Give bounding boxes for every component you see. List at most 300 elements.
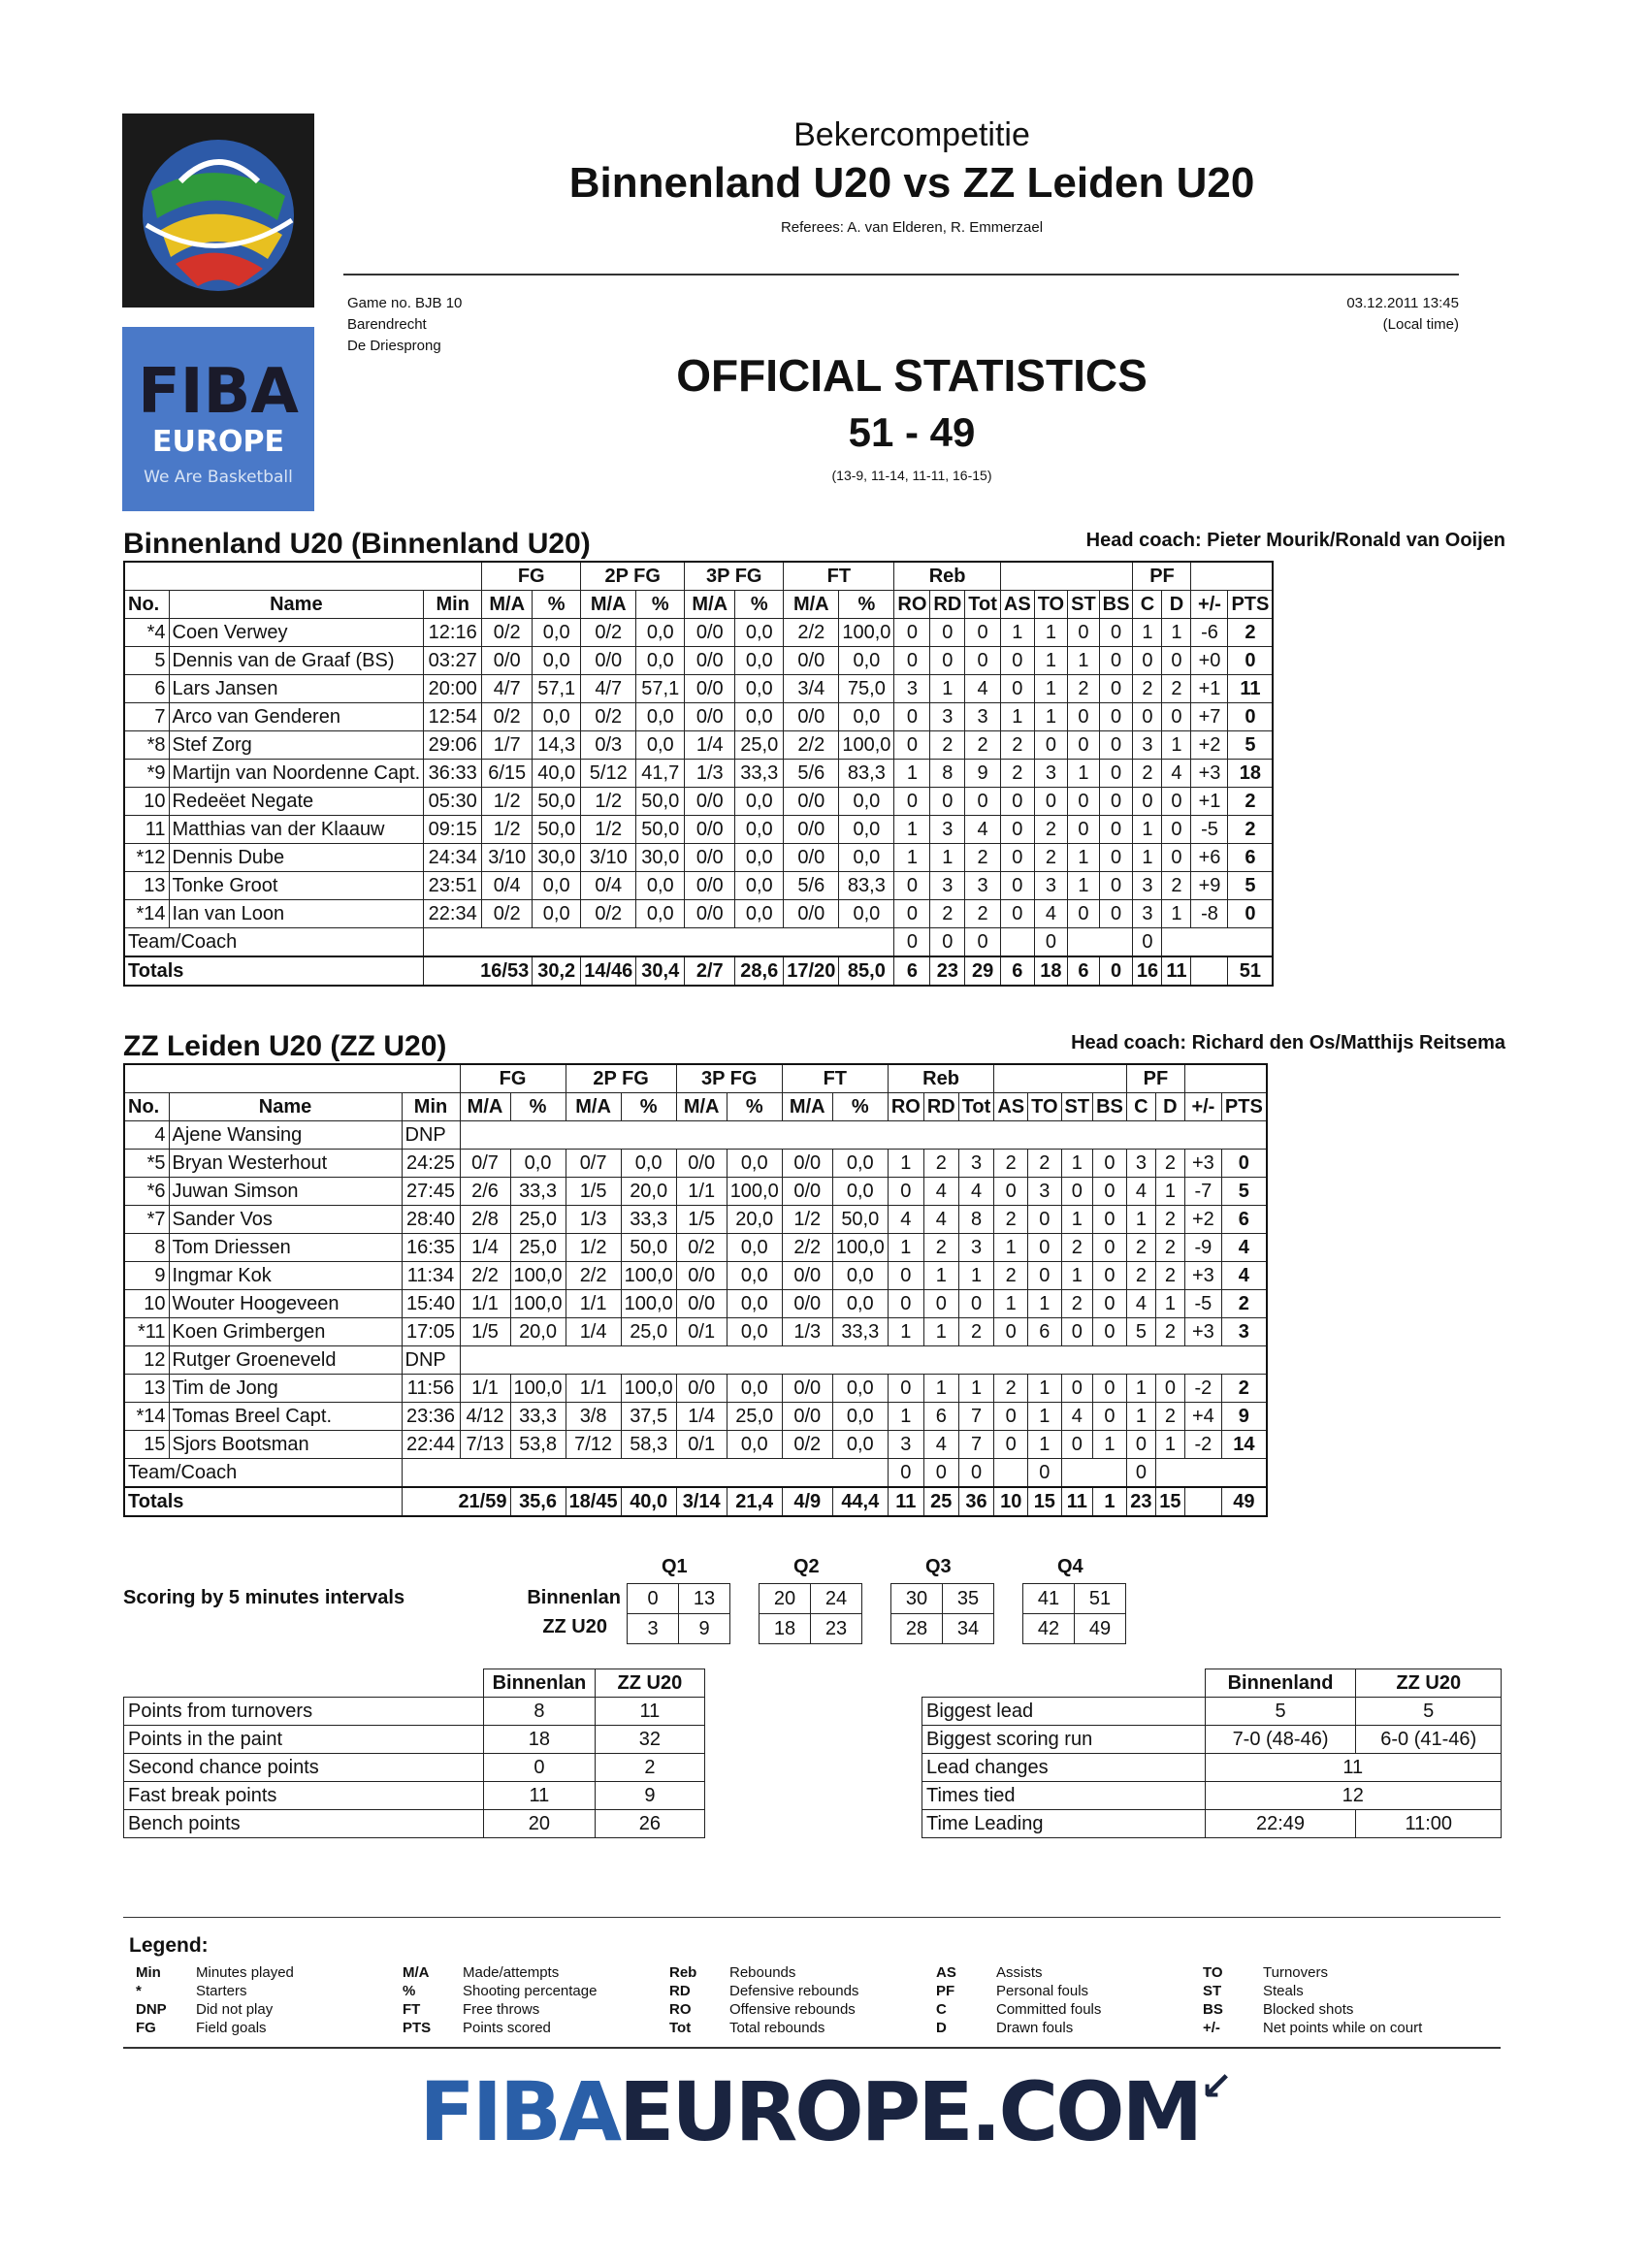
lead-label: Biggest lead — [922, 1698, 1206, 1726]
legend-key: D — [936, 2020, 947, 2036]
stat-cell: 1/7 — [482, 731, 533, 760]
lead-value: 12 — [1205, 1782, 1501, 1810]
stat-cell: 0 — [1099, 844, 1133, 872]
stat-cell: 0/0 — [685, 900, 735, 928]
stat-cell: 0/0 — [784, 844, 839, 872]
stat-cell: 0,0 — [727, 1375, 782, 1403]
stat-cell: 0 — [1093, 1150, 1127, 1178]
stat-cell: 0 — [894, 731, 930, 760]
player-row — [124, 1150, 1267, 1178]
logo-region: EUROPE — [152, 425, 284, 459]
stat-cell: +6 — [1191, 844, 1228, 872]
player-name: Wouter Hoogeveen — [169, 1290, 402, 1318]
stat-cell: 3 — [1133, 900, 1162, 928]
stat-cell: 0,0 — [727, 1290, 782, 1318]
stat-cell: 0 — [1093, 1262, 1127, 1290]
stat-cell: 1/1 — [460, 1375, 510, 1403]
stat-cell: +7 — [1191, 703, 1228, 731]
lead-table-corner — [922, 1669, 1206, 1698]
column-header-row — [124, 591, 1273, 619]
stat-cell: 5/12 — [581, 760, 636, 788]
legend-item — [936, 1963, 1101, 1982]
stat-cell: 0,0 — [839, 647, 894, 675]
legend-desc: Personal fouls — [996, 1983, 1089, 1999]
stat-cell: 1 — [1162, 900, 1191, 928]
stat-cell: 6/15 — [482, 760, 533, 788]
stat-cell: -9 — [1184, 1234, 1221, 1262]
dnp-blank — [460, 1346, 1267, 1375]
stat-cell: 0,0 — [727, 1234, 782, 1262]
stat-cell: 0 — [1162, 788, 1191, 816]
legend-desc: Committed fouls — [996, 2001, 1102, 2018]
stat-cell: 2 — [1133, 760, 1162, 788]
stat-cell: 0,0 — [621, 1150, 676, 1178]
legend-item — [1203, 2019, 1422, 2037]
quarter-table — [759, 1583, 862, 1644]
quarter-row — [628, 1584, 730, 1614]
stat-cell: 2 — [1034, 844, 1067, 872]
stat-cell: 1 — [1162, 731, 1191, 760]
player-points: 18 — [1228, 760, 1273, 788]
legend-key: Tot — [669, 2020, 692, 2036]
column-header: % — [533, 591, 581, 619]
stat-cell: 1/2 — [581, 788, 636, 816]
stat-cell: 0 — [1000, 647, 1034, 675]
stat-cell: 3 — [930, 703, 965, 731]
player-row — [124, 1234, 1267, 1262]
totals-cell: 6 — [1000, 956, 1034, 986]
column-header: ST — [1068, 591, 1100, 619]
stat-cell: 0 — [930, 647, 965, 675]
stat-cell: 37,5 — [621, 1403, 676, 1431]
stat-cell: 1 — [994, 1234, 1028, 1262]
totals-label: Totals — [124, 1487, 402, 1516]
stat-cell: 1 — [923, 1318, 958, 1346]
points-header-team-2: ZZ U20 — [595, 1669, 704, 1698]
column-header: BS — [1093, 1093, 1127, 1121]
interval-score: 41 — [1023, 1584, 1075, 1614]
stat-cell: 2/8 — [460, 1206, 510, 1234]
stat-cell: 0 — [1000, 816, 1034, 844]
points-value: 20 — [484, 1810, 596, 1838]
q1-label: Q1 — [662, 1556, 688, 1577]
team-coach-label: Team/Coach — [124, 928, 424, 957]
stat-cell: 3 — [958, 1150, 994, 1178]
player-points: 2 — [1228, 788, 1273, 816]
header-divider — [343, 274, 1459, 275]
stat-cell: 1/1 — [460, 1290, 510, 1318]
team-coach-tot: 0 — [958, 1459, 994, 1488]
stat-cell: 33,3 — [832, 1318, 888, 1346]
player-points: 2 — [1228, 619, 1273, 647]
totals-cell: 21/59 — [402, 1487, 510, 1516]
stat-cell: 0,0 — [636, 731, 685, 760]
stat-cell: 1/5 — [566, 1178, 621, 1206]
legend-key: PTS — [403, 2020, 432, 2036]
player-minutes: 24:25 — [402, 1150, 460, 1178]
player-minutes: 20:00 — [424, 675, 482, 703]
stat-cell: 1 — [1133, 619, 1162, 647]
stat-cell: 100,0 — [839, 731, 894, 760]
player-name: Tomas Breel Capt. — [169, 1403, 402, 1431]
stat-cell: +2 — [1191, 731, 1228, 760]
player-name: Martijn van Noordenne Capt. — [169, 760, 424, 788]
fibaeurope-footer-logo — [0, 2064, 1649, 2159]
stat-cell: 2 — [923, 1234, 958, 1262]
interval-score: 34 — [943, 1614, 994, 1644]
player-name: Lars Jansen — [169, 675, 424, 703]
stat-cell: 0 — [1133, 703, 1162, 731]
stat-cell: 4 — [923, 1206, 958, 1234]
points-breakdown-table — [123, 1669, 705, 1838]
legend-key: +/- — [1203, 2020, 1220, 2036]
stat-cell: 1 — [1000, 703, 1034, 731]
stat-cell: 2 — [1126, 1234, 1155, 1262]
stat-cell: 4 — [923, 1431, 958, 1459]
stat-cell: 4 — [1162, 760, 1191, 788]
stat-cell: 0,0 — [735, 647, 784, 675]
stat-cell: 1 — [994, 1290, 1028, 1318]
stat-cell: 14,3 — [533, 731, 581, 760]
stat-cell: 2 — [965, 731, 1001, 760]
player-minutes: 05:30 — [424, 788, 482, 816]
stat-cell: 0,0 — [727, 1262, 782, 1290]
stat-cell: 25,0 — [727, 1403, 782, 1431]
legend-key: FT — [403, 2001, 421, 2018]
stat-cell: 7/12 — [566, 1431, 621, 1459]
stat-cell: 1 — [1126, 1206, 1155, 1234]
team-coach-blank — [994, 1459, 1028, 1488]
column-group-row — [124, 562, 1273, 591]
stat-cell: 0,0 — [839, 816, 894, 844]
player-number: 12 — [124, 1346, 169, 1375]
stat-cell: 1/2 — [482, 816, 533, 844]
player-name: Tonke Groot — [169, 872, 424, 900]
stat-cell: 0 — [888, 1262, 923, 1290]
stat-cell: 0/0 — [782, 1290, 832, 1318]
stat-cell: 0 — [1000, 675, 1034, 703]
quarter-table — [1022, 1583, 1126, 1644]
stat-cell: 0,0 — [735, 619, 784, 647]
column-header: M/A — [685, 591, 735, 619]
totals-cell: 11 — [1061, 1487, 1093, 1516]
stat-cell: 2 — [1126, 1262, 1155, 1290]
interval-score: 42 — [1023, 1614, 1075, 1644]
stat-cell: 3 — [1034, 872, 1067, 900]
team-2-title: ZZ Leiden U20 (ZZ U20) — [123, 1030, 447, 1062]
stat-cell: 25,0 — [735, 731, 784, 760]
stat-cell: 1 — [1034, 619, 1067, 647]
stat-cell: 0/2 — [782, 1431, 832, 1459]
stat-cell: 2 — [1061, 1234, 1093, 1262]
quarter-row — [891, 1584, 994, 1614]
stat-cell: 0/2 — [482, 703, 533, 731]
stat-cell: 1 — [1061, 1262, 1093, 1290]
stat-cell: 1 — [958, 1262, 994, 1290]
player-name: Bryan Westerhout — [169, 1150, 402, 1178]
totals-cell: 17/20 — [784, 956, 839, 986]
stat-cell: 0/0 — [676, 1262, 727, 1290]
team-coach-ro: 0 — [888, 1459, 923, 1488]
group-blank — [1191, 562, 1273, 591]
stat-cell: -5 — [1184, 1290, 1221, 1318]
points-table-corner — [124, 1669, 484, 1698]
team-coach-c: 0 — [1126, 1459, 1155, 1488]
stat-cell: 0/2 — [482, 619, 533, 647]
stat-cell: 3 — [930, 872, 965, 900]
stat-cell: 3 — [888, 1431, 923, 1459]
footer-logo-europe: EUROPE.COM — [618, 2064, 1201, 2159]
lead-value: 7-0 (48-46) — [1205, 1726, 1356, 1754]
stat-cell: 25,0 — [510, 1234, 566, 1262]
points-value: 26 — [595, 1810, 704, 1838]
stat-cell: 1 — [888, 1234, 923, 1262]
player-points: 14 — [1221, 1431, 1266, 1459]
stat-cell: 30,0 — [636, 844, 685, 872]
stat-cell: 50,0 — [636, 816, 685, 844]
legend-item — [1203, 2000, 1422, 2019]
column-header: TO — [1028, 1093, 1061, 1121]
stat-cell: 0 — [1068, 900, 1100, 928]
stat-cell: 0,0 — [832, 1403, 888, 1431]
stat-cell: 2 — [994, 1206, 1028, 1234]
stat-cell: 83,3 — [839, 872, 894, 900]
stat-cell: 0,0 — [832, 1431, 888, 1459]
stat-cell: 83,3 — [839, 760, 894, 788]
player-points: 6 — [1228, 844, 1273, 872]
stat-cell: 0 — [1000, 900, 1034, 928]
player-number: *14 — [124, 1403, 169, 1431]
totals-cell: 18 — [1034, 956, 1067, 986]
column-header: % — [621, 1093, 676, 1121]
column-header: % — [735, 591, 784, 619]
stat-cell: 3/10 — [482, 844, 533, 872]
column-header: Tot — [965, 591, 1001, 619]
stat-cell: 0/3 — [581, 731, 636, 760]
interval-score: 18 — [760, 1614, 811, 1644]
stat-cell: 2/6 — [460, 1178, 510, 1206]
stat-cell: 0/2 — [482, 900, 533, 928]
totals-cell: 11 — [888, 1487, 923, 1516]
interval-score: 30 — [891, 1584, 943, 1614]
column-header: M/A — [460, 1093, 510, 1121]
column-header: % — [727, 1093, 782, 1121]
stat-cell: 100,0 — [510, 1375, 566, 1403]
stat-cell: 50,0 — [621, 1234, 676, 1262]
totals-cell: 44,4 — [832, 1487, 888, 1516]
stat-cell: 0/0 — [581, 647, 636, 675]
totals-cell — [1191, 956, 1228, 986]
player-number: 15 — [124, 1431, 169, 1459]
player-row — [124, 872, 1273, 900]
stat-cell: 2 — [1162, 872, 1191, 900]
legend-item — [669, 1963, 858, 1982]
stat-cell: 0/0 — [784, 816, 839, 844]
stat-cell: 0/7 — [460, 1150, 510, 1178]
stat-cell: 0/2 — [581, 900, 636, 928]
stat-cell: 0 — [1099, 900, 1133, 928]
team-coach-rd: 0 — [930, 928, 965, 957]
legend-desc: Minutes played — [196, 1964, 294, 1981]
stat-cell: 2 — [1155, 1150, 1184, 1178]
stat-cell: 0/0 — [784, 647, 839, 675]
stat-cell: 0,0 — [832, 1262, 888, 1290]
stat-cell: 2 — [1028, 1150, 1061, 1178]
stat-cell: 0,0 — [832, 1375, 888, 1403]
player-minutes: 23:51 — [424, 872, 482, 900]
stat-cell: 1/5 — [460, 1318, 510, 1346]
legend-item — [1203, 1963, 1422, 1982]
stat-cell: 0 — [1093, 1234, 1127, 1262]
stat-cell: +3 — [1184, 1150, 1221, 1178]
stat-cell: 75,0 — [839, 675, 894, 703]
stat-cell: 1 — [930, 675, 965, 703]
column-header: Name — [169, 591, 424, 619]
stat-cell: 0/4 — [482, 872, 533, 900]
totals-cell: 29 — [965, 956, 1001, 986]
stat-cell: 7 — [958, 1403, 994, 1431]
totals-cell: 2/7 — [685, 956, 735, 986]
legend-desc: Blocked shots — [1263, 2001, 1354, 2018]
column-header: Min — [402, 1093, 460, 1121]
stat-cell: 3/8 — [566, 1403, 621, 1431]
interval-score: 49 — [1075, 1614, 1126, 1644]
column-header: Name — [169, 1093, 402, 1121]
legend-item — [403, 2019, 597, 2037]
stat-cell: 0,0 — [832, 1178, 888, 1206]
stat-cell: 0 — [888, 1178, 923, 1206]
stat-cell: 3 — [1028, 1178, 1061, 1206]
game-info — [347, 293, 462, 357]
player-name: Sjors Bootsman — [169, 1431, 402, 1459]
legend-title: Legend: — [129, 1934, 209, 1957]
stat-cell: 0 — [1061, 1431, 1093, 1459]
quarter-scores: (13-9, 11-14, 11-11, 16-15) — [831, 468, 992, 483]
stat-cell: 0/2 — [581, 703, 636, 731]
stat-cell: 0 — [923, 1290, 958, 1318]
stat-cell: 0 — [994, 1403, 1028, 1431]
stat-cell: +3 — [1184, 1318, 1221, 1346]
quarter-row — [1023, 1584, 1126, 1614]
interval-score: 3 — [628, 1614, 679, 1644]
stat-cell: 1/1 — [566, 1375, 621, 1403]
stat-cell: 1/2 — [581, 816, 636, 844]
stat-cell: -8 — [1191, 900, 1228, 928]
stat-cell: 0 — [1126, 1431, 1155, 1459]
stat-cell: 0 — [894, 647, 930, 675]
stat-cell: 1 — [930, 844, 965, 872]
stat-cell: 1 — [958, 1375, 994, 1403]
quarter-table — [627, 1583, 730, 1644]
stat-cell: 100,0 — [510, 1290, 566, 1318]
column-group: Reb — [888, 1064, 994, 1093]
game-datetime: 03.12.2011 13:45 — [1346, 295, 1459, 311]
player-points: 0 — [1228, 647, 1273, 675]
stat-cell: 0 — [965, 647, 1001, 675]
stat-cell: 0,0 — [636, 647, 685, 675]
stat-cell: 0/1 — [676, 1318, 727, 1346]
stat-cell: 4 — [1061, 1403, 1093, 1431]
player-minutes: 11:34 — [402, 1262, 460, 1290]
totals-cell: 30,4 — [636, 956, 685, 986]
stat-cell: 25,0 — [510, 1206, 566, 1234]
column-header: AS — [1000, 591, 1034, 619]
points-row — [124, 1810, 705, 1838]
group-blank — [994, 1064, 1127, 1093]
stat-cell: 2 — [1162, 675, 1191, 703]
stat-cell: 0/2 — [581, 619, 636, 647]
player-minutes: 17:05 — [402, 1318, 460, 1346]
stat-cell: 1 — [1155, 1290, 1184, 1318]
stat-cell: 2 — [1155, 1262, 1184, 1290]
legend-desc: Points scored — [463, 2020, 551, 2036]
legend-item — [136, 2000, 294, 2019]
stat-cell: 0,0 — [832, 1290, 888, 1318]
legend-desc: Turnovers — [1263, 1964, 1328, 1981]
column-header: RD — [923, 1093, 958, 1121]
stat-cell: 50,0 — [832, 1206, 888, 1234]
stat-cell: 0 — [1093, 1403, 1127, 1431]
legend-key: M/A — [403, 1964, 430, 1981]
points-value: 11 — [595, 1698, 704, 1726]
stat-cell: 1/3 — [566, 1206, 621, 1234]
stat-cell: 1 — [1000, 619, 1034, 647]
quarter-row — [760, 1584, 862, 1614]
column-header: No. — [124, 591, 169, 619]
legend-desc: Starters — [196, 1983, 247, 1999]
column-header: AS — [994, 1093, 1028, 1121]
stat-cell: 0 — [1099, 703, 1133, 731]
stat-cell: 0 — [1099, 872, 1133, 900]
column-group: PF — [1133, 562, 1191, 591]
stat-cell: 3 — [894, 675, 930, 703]
column-header-row — [124, 1093, 1267, 1121]
stat-cell: 0,0 — [735, 788, 784, 816]
stat-cell: 2 — [1155, 1403, 1184, 1431]
lead-header-team-1: Binnenland — [1205, 1669, 1356, 1698]
team-1-title: Binnenland U20 (Binnenland U20) — [123, 528, 591, 560]
stat-cell: 1 — [1162, 619, 1191, 647]
player-points: 11 — [1228, 675, 1273, 703]
legend-key: % — [403, 1983, 416, 1999]
stat-cell: 0,0 — [636, 619, 685, 647]
column-group: FT — [782, 1064, 888, 1093]
stat-cell: 1 — [1028, 1290, 1061, 1318]
stat-cell: 0,0 — [735, 675, 784, 703]
column-header: C — [1133, 591, 1162, 619]
stat-cell: 1 — [1068, 844, 1100, 872]
stat-cell: 0 — [1028, 1262, 1061, 1290]
player-points: 0 — [1228, 900, 1273, 928]
column-header: RO — [888, 1093, 923, 1121]
stat-cell: 5/6 — [784, 872, 839, 900]
stat-cell: 100,0 — [839, 619, 894, 647]
stat-cell: 33,3 — [621, 1206, 676, 1234]
player-points: 6 — [1221, 1206, 1266, 1234]
stat-cell: 0/0 — [685, 619, 735, 647]
stat-cell: 1 — [888, 1318, 923, 1346]
stat-cell: 1 — [1061, 1150, 1093, 1178]
column-header: D — [1155, 1093, 1184, 1121]
stat-cell: -6 — [1191, 619, 1228, 647]
points-label: Points from turnovers — [124, 1698, 484, 1726]
legend-key: Reb — [669, 1964, 697, 1981]
stat-cell: 0 — [994, 1318, 1028, 1346]
group-blank — [1184, 1064, 1266, 1093]
lead-label: Lead changes — [922, 1754, 1206, 1782]
stat-cell: 1/4 — [676, 1403, 727, 1431]
interval-score: 0 — [628, 1584, 679, 1614]
